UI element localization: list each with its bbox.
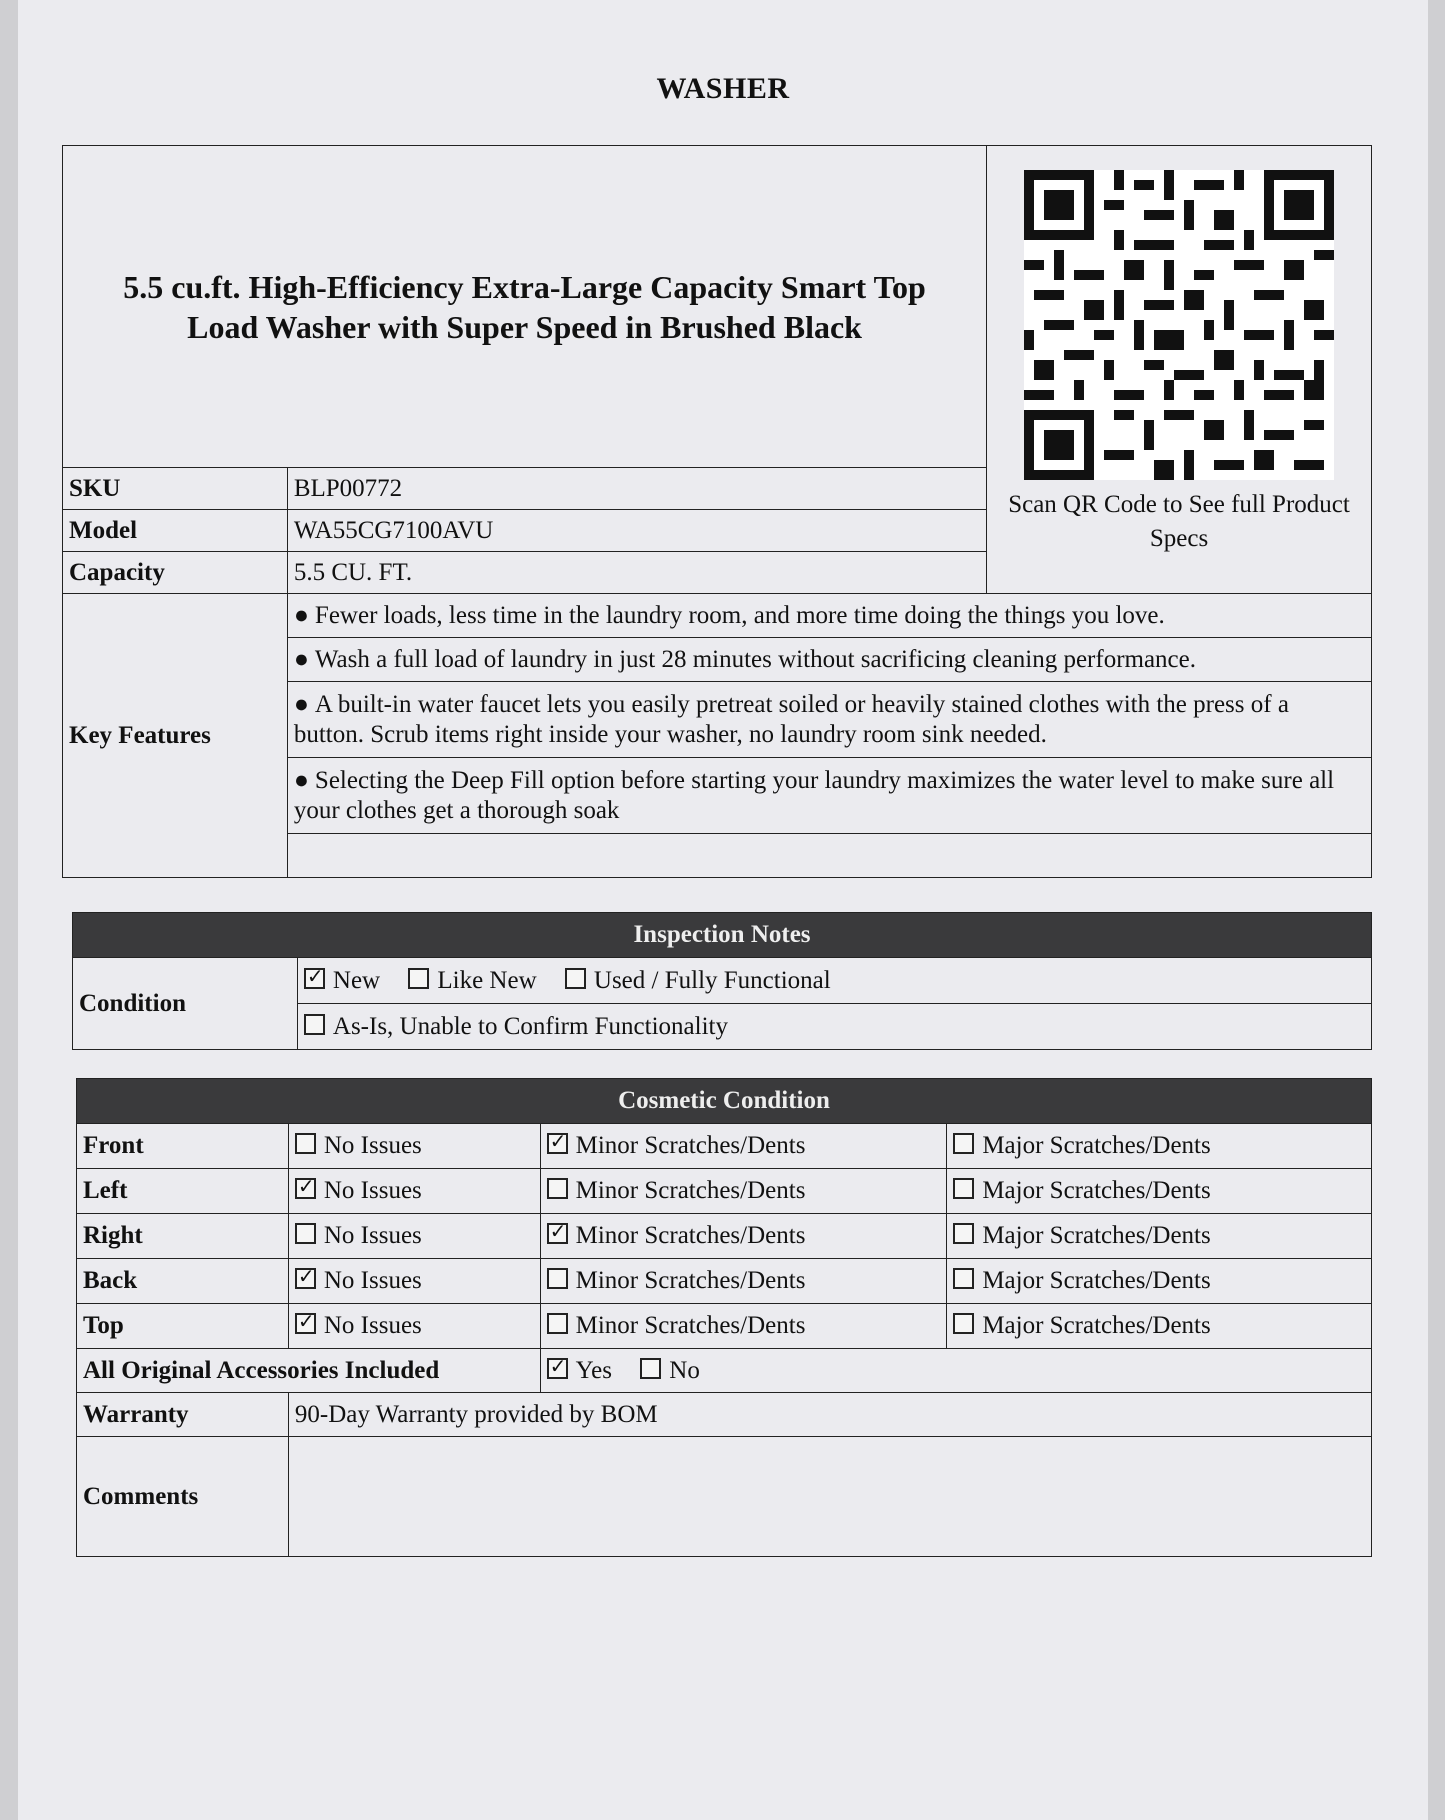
cosmetic-header: Cosmetic Condition	[77, 1079, 1372, 1124]
checkbox-icon[interactable]	[408, 968, 429, 989]
checkbox-checked-icon[interactable]	[547, 1358, 568, 1379]
sku-value: BLP00772	[287, 468, 986, 510]
condition-as-is-row	[297, 1004, 1371, 1050]
checkbox-icon[interactable]	[953, 1178, 974, 1199]
key-features-label: Key Features	[63, 594, 288, 878]
qr-code-icon	[1024, 170, 1334, 480]
feature-text: A built-in water faucet lets you easily pretreat soiled or heavily stained clothes with the press of a button. Scrub items right inside your washer, no laundry room sink needed.	[293, 690, 1289, 748]
feature-item	[287, 758, 1371, 834]
checkbox-icon[interactable]	[953, 1313, 974, 1334]
feature-item	[287, 682, 1371, 758]
major-scratches-option[interactable]	[947, 1169, 1372, 1214]
option-label: No	[669, 1356, 700, 1384]
option-label: Major Scratches/Dents	[982, 1132, 1211, 1159]
checkbox-checked-icon[interactable]	[304, 968, 325, 989]
minor-scratches-option[interactable]	[540, 1259, 947, 1304]
option-label: No Issues	[323, 1222, 422, 1249]
checkbox-checked-icon[interactable]	[547, 1223, 568, 1244]
checkbox-icon[interactable]	[547, 1268, 568, 1289]
checkbox-checked-icon[interactable]	[295, 1178, 316, 1199]
checkbox-icon[interactable]	[953, 1223, 974, 1244]
warranty-value: 90-Day Warranty provided by BOM	[288, 1393, 1371, 1437]
model-value: WA55CG7100AVU	[287, 510, 986, 552]
checkbox-icon[interactable]	[565, 968, 586, 989]
option-label: Like New	[437, 966, 537, 994]
checkbox-icon[interactable]	[547, 1313, 568, 1334]
bullet-icon: ●	[293, 690, 309, 718]
accessories-options	[540, 1349, 1371, 1393]
accessories-label: All Original Accessories Included	[77, 1349, 541, 1393]
sku-label: SKU	[63, 468, 288, 510]
checkbox-icon[interactable]	[953, 1268, 974, 1289]
option-label: Major Scratches/Dents	[982, 1177, 1211, 1204]
option-label: Minor Scratches/Dents	[575, 1312, 806, 1339]
checkbox-checked-icon[interactable]	[547, 1133, 568, 1154]
major-scratches-option[interactable]	[947, 1259, 1372, 1304]
no-issues-option[interactable]	[288, 1214, 540, 1259]
option-label: No Issues	[323, 1177, 422, 1204]
cosmetic-table	[76, 1078, 1372, 1557]
option-label: No Issues	[323, 1132, 422, 1159]
option-label: Minor Scratches/Dents	[575, 1132, 806, 1159]
major-scratches-option[interactable]	[947, 1124, 1372, 1169]
option-label: Major Scratches/Dents	[982, 1312, 1211, 1339]
no-issues-option[interactable]	[288, 1259, 540, 1304]
cosmetic-row-label: Front	[77, 1124, 289, 1169]
minor-scratches-option[interactable]	[540, 1304, 947, 1349]
option-label: Yes	[575, 1356, 613, 1384]
option-label: As-Is, Unable to Confirm Functionality	[332, 1012, 728, 1040]
capacity-label: Capacity	[63, 552, 288, 594]
checkbox-icon[interactable]	[953, 1133, 974, 1154]
product-table	[62, 145, 1372, 878]
checkbox-icon[interactable]	[547, 1178, 568, 1199]
minor-scratches-option[interactable]	[540, 1169, 947, 1214]
no-issues-option[interactable]	[288, 1169, 540, 1214]
condition-used-option[interactable]	[565, 967, 831, 994]
accessories-yes-option[interactable]	[547, 1357, 612, 1384]
cosmetic-row-label: Left	[77, 1169, 289, 1214]
inspection-header: Inspection Notes	[73, 913, 1372, 958]
option-label: Minor Scratches/Dents	[575, 1222, 806, 1249]
checkbox-checked-icon[interactable]	[295, 1313, 316, 1334]
condition-new-option[interactable]	[304, 967, 380, 994]
option-label: Used / Fully Functional	[593, 966, 831, 994]
no-issues-option[interactable]	[288, 1124, 540, 1169]
paper-sheet	[18, 0, 1428, 1820]
qr-caption: Scan QR Code to See full Product Specs	[1008, 491, 1350, 552]
qr-panel	[987, 146, 1372, 594]
feature-text: Selecting the Deep Fill option before starting your laundry maximizes the water level to make sure all your clothes get a thorough soak	[293, 766, 1335, 824]
option-label: Major Scratches/Dents	[982, 1267, 1211, 1294]
cosmetic-row-label: Right	[77, 1214, 289, 1259]
checkbox-icon[interactable]	[304, 1014, 325, 1035]
checkbox-icon[interactable]	[295, 1223, 316, 1244]
no-issues-option[interactable]	[288, 1304, 540, 1349]
option-label: Major Scratches/Dents	[982, 1222, 1211, 1249]
checkbox-icon[interactable]	[295, 1133, 316, 1154]
minor-scratches-option[interactable]	[540, 1214, 947, 1259]
major-scratches-option[interactable]	[947, 1214, 1372, 1259]
option-label: New	[332, 966, 381, 994]
capacity-value: 5.5 CU. FT.	[287, 552, 986, 594]
minor-scratches-option[interactable]	[540, 1124, 947, 1169]
checkbox-icon[interactable]	[640, 1358, 661, 1379]
option-label: No Issues	[323, 1312, 422, 1339]
condition-options-row	[297, 958, 1371, 1004]
bullet-icon: ●	[293, 601, 309, 629]
bullet-icon: ●	[293, 645, 309, 673]
cosmetic-row-label: Back	[77, 1259, 289, 1304]
checkbox-checked-icon[interactable]	[295, 1268, 316, 1289]
feature-text: Wash a full load of laundry in just 28 minutes without sacrificing cleaning performance.	[314, 645, 1197, 673]
feature-empty-row	[287, 834, 1371, 878]
feature-item	[287, 638, 1371, 682]
condition-label: Condition	[73, 958, 298, 1050]
document-title: WASHER	[656, 72, 790, 105]
comments-label: Comments	[77, 1437, 289, 1557]
option-label: Minor Scratches/Dents	[575, 1267, 806, 1294]
cosmetic-row-label: Top	[77, 1304, 289, 1349]
option-label: Minor Scratches/Dents	[575, 1177, 806, 1204]
condition-as-is-option[interactable]	[304, 1013, 728, 1040]
option-label: No Issues	[323, 1267, 422, 1294]
bullet-icon: ●	[293, 766, 309, 794]
model-label: Model	[63, 510, 288, 552]
comments-field[interactable]	[288, 1437, 1371, 1557]
condition-like-new-option[interactable]	[408, 967, 536, 994]
feature-text: Fewer loads, less time in the laundry room, and more time doing the things you love.	[314, 601, 1165, 629]
product-title: 5.5 cu.ft. High-Efficiency Extra-Large Capacity Smart Top Load Washer with Super Speed in Brushed Black	[63, 146, 987, 468]
warranty-label: Warranty	[77, 1393, 289, 1437]
feature-item	[287, 594, 1371, 638]
inspection-table	[72, 912, 1372, 1050]
major-scratches-option[interactable]	[947, 1304, 1372, 1349]
accessories-no-option[interactable]	[640, 1357, 700, 1384]
